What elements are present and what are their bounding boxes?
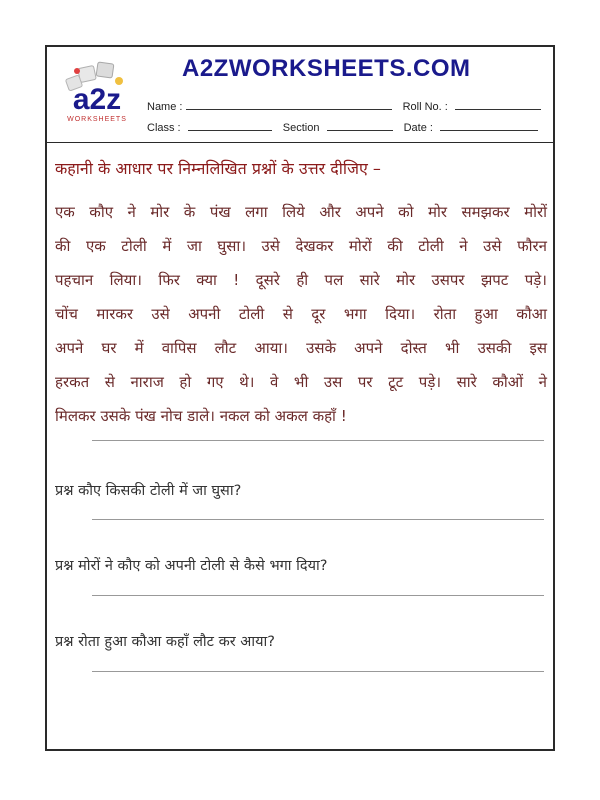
form-row-name-roll [147,99,541,113]
roll-blank[interactable] [455,99,541,110]
section-label: Section [282,122,320,134]
a2z-logo-graphic [57,53,137,133]
story-paragraph [55,195,547,433]
answer-line-3[interactable] [92,671,544,672]
story-line: मिलकर उसके पंख नोच डाले। नकल को अकल कहाँ ! [55,407,347,425]
answer-line-2[interactable] [92,595,544,596]
name-label: Name : [147,101,183,113]
story-line: हरकत से नाराज हो गए थे। वे भी उस पर टूट पड़े। सारे कौओं ने [55,373,547,391]
question-1: प्रश्न कौए किसकी टोली में जा घुसा? [55,483,242,499]
answer-line[interactable] [92,440,544,441]
date-blank[interactable] [440,120,538,131]
question-3: प्रश्न रोता हुआ कौआ कहाँ लौट कर आया? [55,634,275,650]
worksheet-header [47,47,553,143]
date-label: Date : [403,122,433,134]
logo-text: a2z [72,83,122,116]
answer-line-1[interactable] [92,519,544,520]
story-line: चोंच मारकर उसे अपनी टोली से दूर भगा दिया। रोता हुआ कौआ [55,305,547,323]
a2z-logo [57,53,137,133]
form-row-class-section-date [147,120,538,134]
class-label: Class : [147,122,181,134]
name-blank[interactable] [186,99,392,110]
story-line: एक कौए ने मोर के पंख लगा लिये और अपने को मोर समझकर मोरों [55,203,547,221]
site-title: A2ZWORKSHEETS.COM [182,55,471,82]
roll-label: Roll No. : [402,101,448,113]
section-blank[interactable] [327,120,393,131]
story-line: की एक टोली में जा घुसा। उसे देखकर मोरों की टोली ने उसे फौरन [55,237,547,255]
logo-subtext: WORKSHEETS [67,116,127,123]
class-blank[interactable] [188,120,272,131]
story-line: अपने घर में वापिस लौट आया। उसके अपने दोस्त भी उसकी इस [55,339,547,357]
story-line: पहचान लिया। फिर क्या ! दूसरे ही पल सारे मोर उसपर झपट पड़े। [55,271,547,289]
instruction-heading: कहानी के आधार पर निम्नलिखित प्रश्नों के उत्तर दीजिए – [55,159,381,178]
question-2: प्रश्न मोरों ने कौए को अपनी टोली से कैसे भगा दिया? [55,558,328,574]
worksheet-frame [45,45,555,751]
